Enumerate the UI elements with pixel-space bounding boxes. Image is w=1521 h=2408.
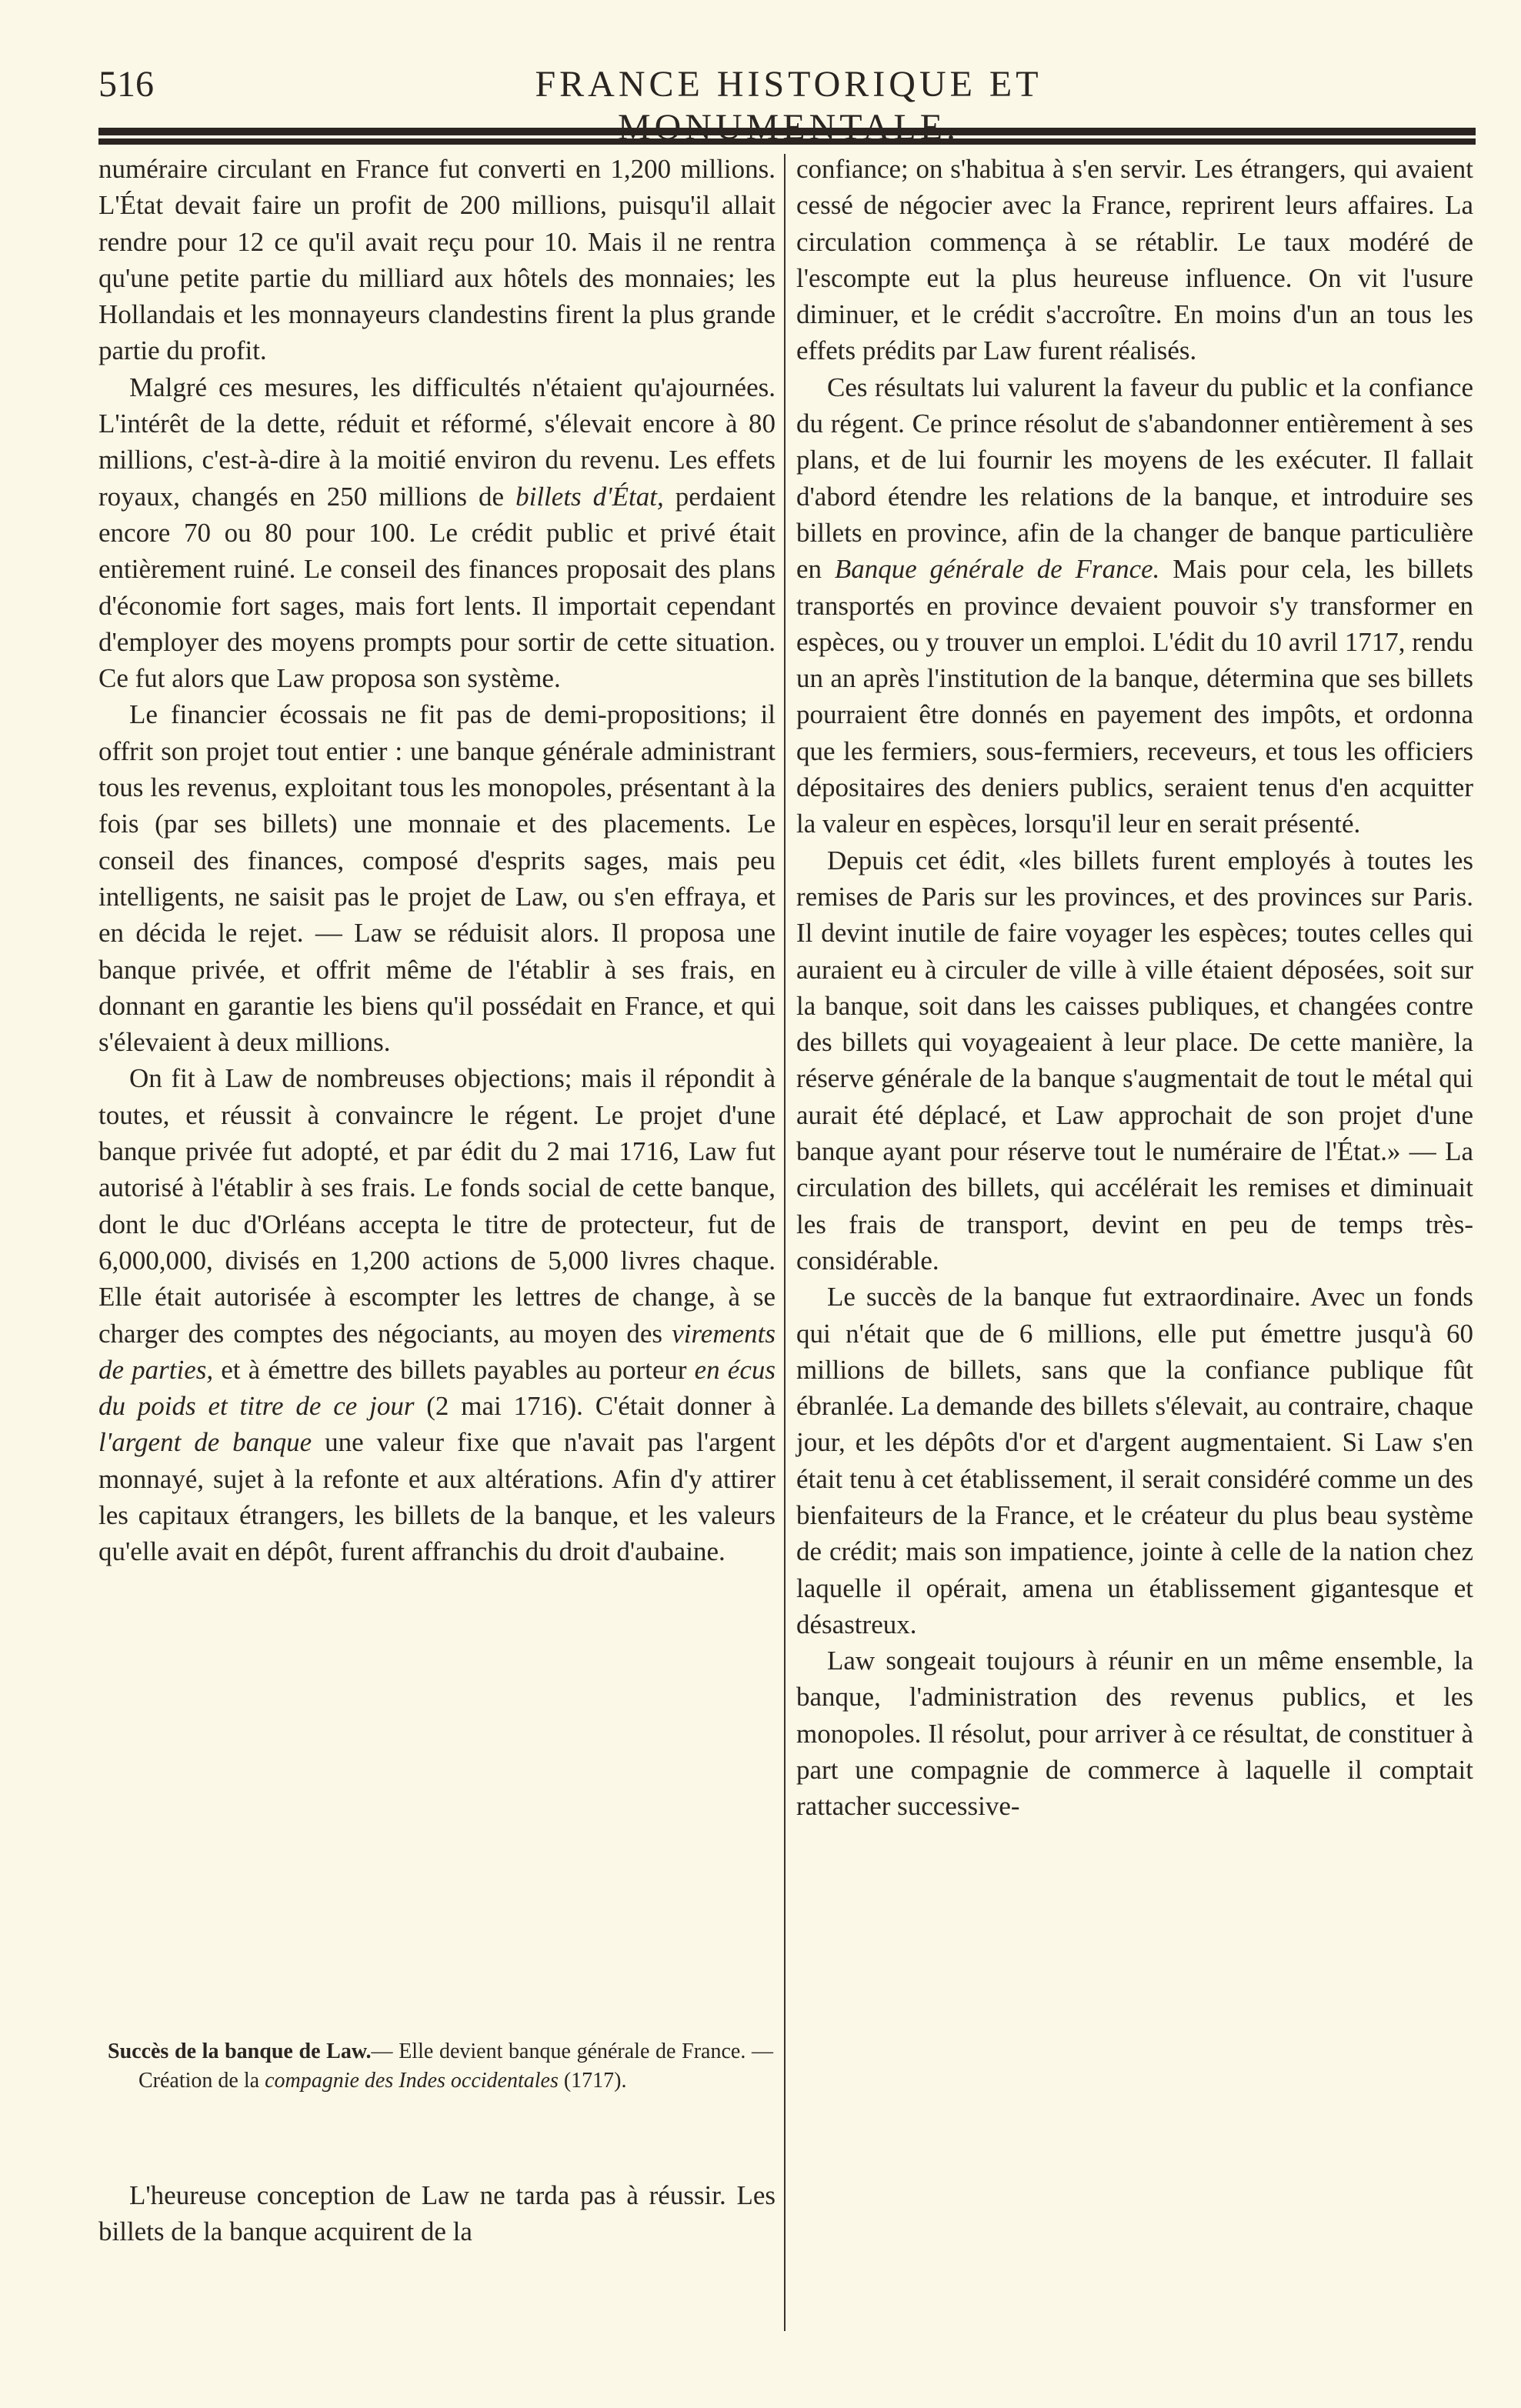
- paragraph: L'heureuse conception de Law ne tarda pas à réussir. Les billets de la banque acquirent de la: [98, 2180, 776, 2247]
- paragraph: Malgré ces mesures, les difficultés n'étaient qu'ajournées. L'intérêt de la dette, réduit et réformé, s'élevait encore à 80 millions, c'est-à-dire à la moitié environ du revenu. Les effets royaux, changés en 250 millions de billets d'État, perdaient encore 70 ou 80 pour 100. Le crédit public et privé était entièrement ruiné. Le conseil des finances proposait des plans d'économie fort sages, mais fort lents. Il importait cependant d'employer des moyens prompts pour sortir de cette situation. Ce fut alors que Law proposa son système.: [98, 372, 776, 694]
- running-title: FRANCE HISTORIQUE ET MONUMENTALE.: [535, 64, 1042, 148]
- paragraph: numéraire circulant en France fut converti en 1,200 millions. L'État devait faire un profit de 200 millions, puisqu'il allait rendre pour 12 ce qu'il avait reçu pour 10. Mais il ne rentra qu'une petite partie du milliard aux hôtels des monnaies; les Hollandais et les monnayeurs clandestins firent la plus grande partie du profit.: [98, 154, 776, 366]
- column-divider: [784, 154, 786, 2331]
- paragraph: Ces résultats lui valurent la faveur du public et la confiance du régent. Ce prince résolut de s'abandonner entièrement à ses plans, et de lui fournir les moyens de les exécuter. Il fallait d'abord étendre les relations de la banque, et introduire ses billets en province, afin de la changer de banque particulière en Banque générale de France. Mais pour cela, les billets transportés en province devaient pouvoir s'y transformer en espèces, ou y trouver un emploi. L'édit du 10 avril 1717, rendu un an après l'institution de la banque, détermina que ses billets pourraient être donnés en payement des impôts, et ordonna que les fermiers, sous-fermiers, receveurs, et tous les officiers dépositaires des deniers publics, seraient tenus d'en acquitter la valeur en espèces, lorsqu'il leur en serait présenté.: [796, 372, 1473, 839]
- paragraph: Le financier écossais ne fit pas de demi-propositions; il offrit son projet tout entier : une banque générale administrant tous les revenus, exploitant tous les monopoles, présentant à la fois (par ses billets) une monnaie et des placements. Le conseil des finances, composé d'esprits sages, mais peu intelligents, ne saisit pas le projet de Law, ou s'en effraya, et en décida le rejet. — Law se réduisit alors. Il proposa une banque privée, et offrit même de l'établir à ses frais, en donnant en garantie les biens qu'il possédait en France, et qui s'élevaient à deux millions.: [98, 699, 776, 1058]
- right-column: [796, 151, 1473, 1825]
- left-column: [98, 151, 776, 1570]
- paragraph: Depuis cet édit, «les billets furent employés à toutes les remises de Paris sur les provinces, et des provinces sur Paris. Il devint inutile de faire voyager les espèces; toutes celles qui auraient eu à circuler de ville à ville étaient déposées, soit sur la banque, soit dans les caisses publiques, et changées contre des billets qui voyageaient à leur place. De cette manière, la réserve générale de la banque s'augmentait de tout le métal qui aurait été déplacé, et Law approchait de son projet d'une banque ayant pour réserve tout le numéraire de l'État.» — La circulation des billets, qui accélérait les remises et diminuait les frais de transport, devint en peu de temps très-considérable.: [796, 845, 1473, 1276]
- paragraph: Le succès de la banque fut extraordinaire. Avec un fonds qui n'était que de 6 millions, elle put émettre jusqu'à 60 millions de billets, sans que la confiance publique fût ébranlée. La demande des billets s'élevait, au contraire, chaque jour, et les dépôts d'or et d'argent augmentaient. Si Law s'en était tenu à cet établissement, il serait considéré comme un des bienfaiteurs de la France, et le créateur du plus beau système de crédit; mais son impatience, jointe à celle de la nation chez laquelle il opérait, amena un établissement gigantesque et désastreux.: [796, 1282, 1473, 1639]
- paragraph: On fit à Law de nombreuses objections; mais il répondit à toutes, et réussit à convaincre le régent. Le projet d'une banque privée fut adopté, et par édit du 2 mai 1716, Law fut autorisé à l'établir à ses frais. Le fonds social de cette banque, dont le duc d'Orléans accepta le titre de protecteur, fut de 6,000,000, divisés en 1,200 actions de 5,000 livres chaque. Elle était autorisée à escompter les lettres de change, à se charger des comptes des négociants, au moyen des virements de parties, et à émettre des billets payables au porteur en écus du poids et titre de ce jour (2 mai 1716). C'était donner à l'argent de banque une valeur fixe que n'avait pas l'argent monnayé, sujet à la refonte et aux altérations. Afin d'y attirer les capitaux étrangers, les billets de la banque, et les valeurs qu'elle avait en dépôt, furent affranchis du droit d'aubaine.: [98, 1063, 776, 1567]
- page-number: 516: [98, 64, 154, 105]
- section-summary: Succès de la banque de Law.— Elle devient banque générale de France. — Création de la compagnie des Indes occidentales (1717).: [108, 2039, 774, 2093]
- left-column-final: [98, 2177, 776, 2250]
- paragraph: confiance; on s'habitua à s'en servir. Les étrangers, qui avaient cessé de négocier avec la France, reprirent leurs affaires. La circulation commença à se rétablir. Le taux modéré de l'escompte eut la plus heureuse influence. On vit l'usure diminuer, et le crédit s'accroître. En moins d'un an tous les effets prédits par Law furent réalisés.: [796, 154, 1473, 366]
- paragraph: Law songeait toujours à réunir en un même ensemble, la banque, l'administration des revenus publics, et les monopoles. Il résolut, pour arriver à ce résultat, de constituer à part une compagnie de commerce à laquelle il comptait rattacher successive-: [796, 1646, 1473, 1822]
